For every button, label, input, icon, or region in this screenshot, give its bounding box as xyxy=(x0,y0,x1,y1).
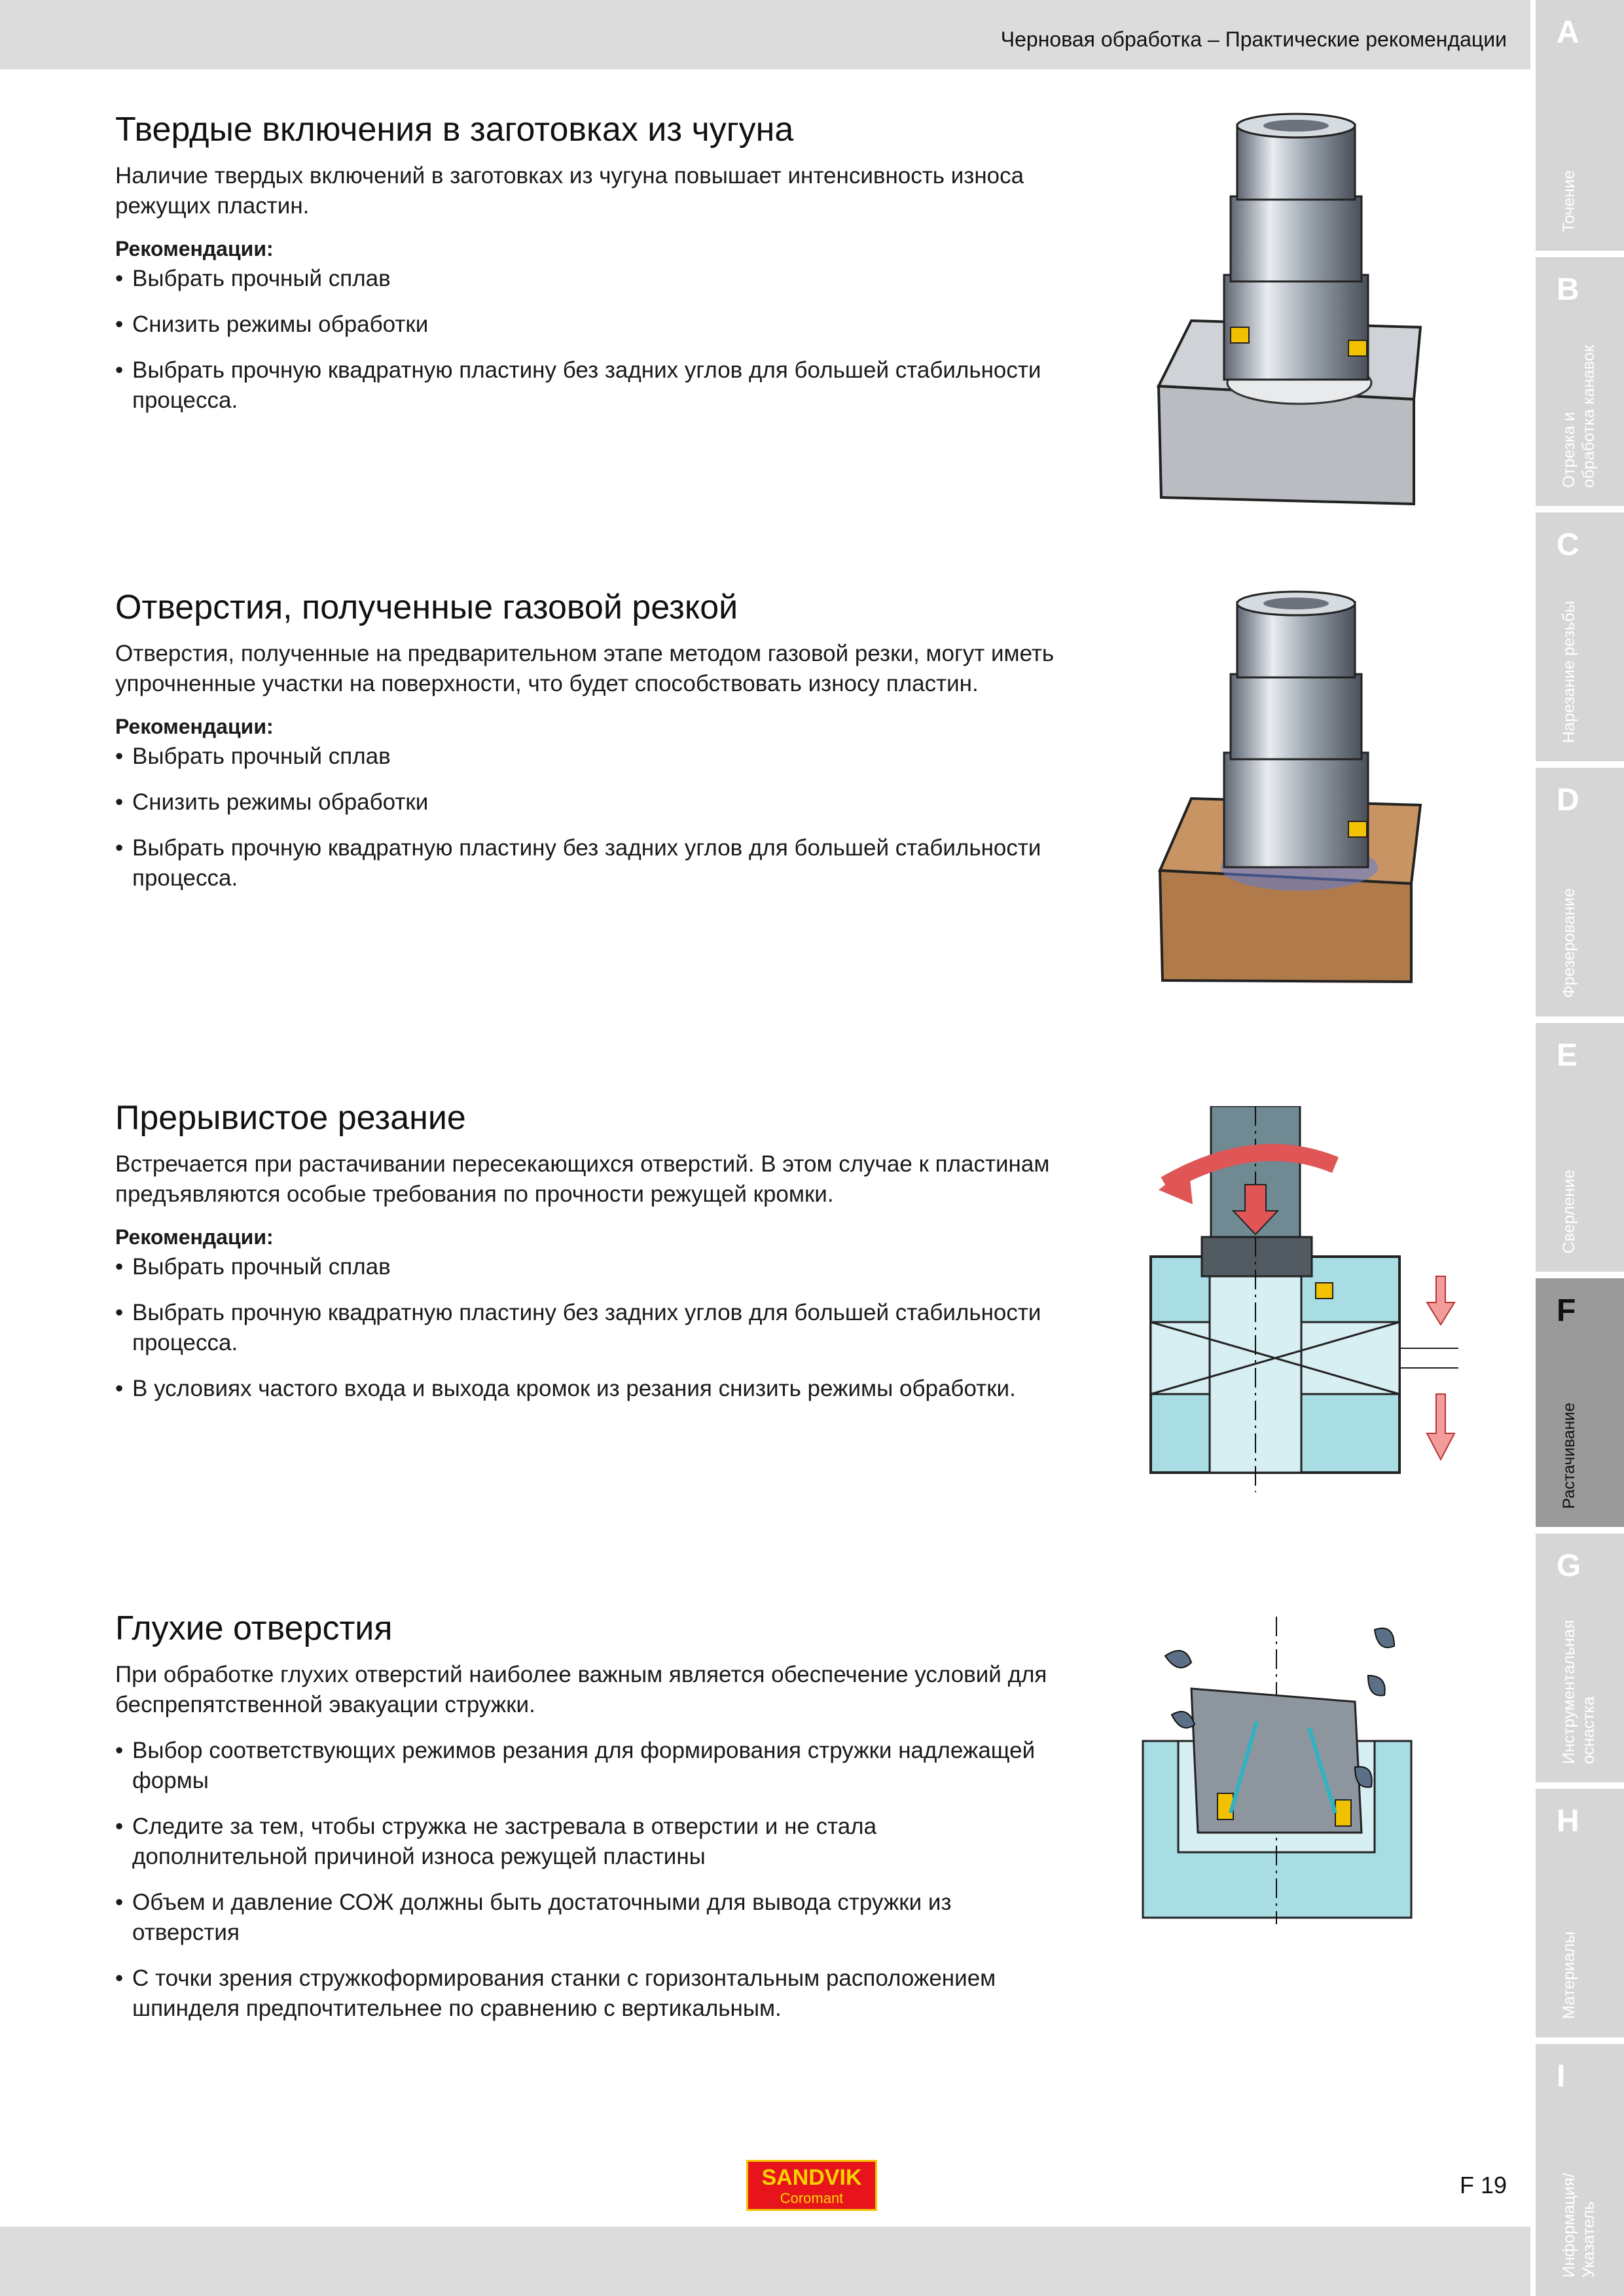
section-description: Встречается при растачивании пересекающихся отверстий. В этом случае к пластинам предъявляются особые требования по прочности режущей кромки. xyxy=(115,1151,1050,1207)
logo-line-1: SANDVIK xyxy=(761,2165,862,2190)
tab-label: Точение xyxy=(1560,170,1578,232)
list-item: • С точки зрения стружкоформирования станки с горизонтальным расположением шпинделя предпочтительнее по сравнению с вертикальным. xyxy=(115,1964,1058,2024)
footer-bar xyxy=(0,2227,1530,2296)
tab-f-boring[interactable] xyxy=(1536,1278,1624,1527)
section-title: Твердые включения в заготовках из чугуна xyxy=(115,111,794,149)
tab-label: Материалы xyxy=(1560,1931,1578,2019)
list-item: • Выбор соответствующих режимов резания для формирования стружки надлежащей формы xyxy=(115,1736,1058,1796)
tab-letter: I xyxy=(1557,2059,1566,2094)
tab-label: Растачивание xyxy=(1560,1402,1578,1509)
section-title: Отверстия, полученные газовой резкой xyxy=(115,588,738,626)
tab-c-threading[interactable] xyxy=(1536,512,1624,761)
tab-a-turning[interactable] xyxy=(1536,0,1624,251)
recommendations-label: Рекомендации: xyxy=(115,237,274,260)
page-header-title: Черновая обработка – Практические рекомендации xyxy=(1000,27,1507,51)
list-item: • Выбрать прочную квадратную пластину без задних углов для большей стабильности процесса. xyxy=(115,833,1058,893)
section-description: При обработке глухих отверстий наиболее важным является обеспечение условий для беспрепятственной эвакуации стружки. xyxy=(115,1662,1047,1717)
list-item: • Выбрать прочную квадратную пластину без задних углов для большей стабильности процесса. xyxy=(115,355,1058,416)
list-item: • Выбрать прочную квадратную пластину без задних углов для большей стабильности процесса. xyxy=(115,1298,1058,1358)
chapter-tabs xyxy=(1530,0,1624,2296)
tab-b-parting-grooving[interactable] xyxy=(1536,257,1624,506)
tab-label: Информация/ Указатель xyxy=(1560,2172,1598,2278)
list-item: • В условиях частого входа и выхода кромок из резания снизить режимы обработки. xyxy=(115,1374,1058,1404)
recommendations-label: Рекомендации: xyxy=(115,1225,274,1249)
tab-e-drilling[interactable] xyxy=(1536,1023,1624,1272)
sandvik-coromant-logo xyxy=(746,2160,877,2211)
tab-label: Фрезерование xyxy=(1560,888,1578,998)
section-flame-cut-holes xyxy=(115,588,1058,909)
list-item: • Выбрать прочный сплав xyxy=(115,742,1058,772)
tab-letter: G xyxy=(1557,1549,1581,1583)
section-blind-holes xyxy=(115,1609,1058,2039)
tab-label: Отрезка и обработка канавок xyxy=(1560,344,1598,488)
tab-i-index[interactable] xyxy=(1536,2044,1624,2296)
section-description: Наличие твердых включений в заготовках из чугуна повышает интенсивность износа режущих пластин. xyxy=(115,163,1024,219)
list-item: • Выбрать прочный сплав xyxy=(115,264,1058,294)
tab-label: Сверление xyxy=(1560,1169,1578,1253)
list-item: • Снизить режимы обработки xyxy=(115,310,1058,340)
recommendations-label: Рекомендации: xyxy=(115,715,274,738)
flame-cut-boring-illustration xyxy=(1152,589,1427,988)
section-interrupted-cut xyxy=(115,1098,1058,1420)
logo-line-2: Coromant xyxy=(780,2190,844,2206)
recommendation-list xyxy=(115,264,1058,416)
section-description: Отверстия, полученные на предварительном этапе методом газовой резки, могут иметь упрочненные участки на поверхности, что будет способствовать износу пластин. xyxy=(115,641,1055,696)
recommendation-list xyxy=(115,742,1058,893)
tab-letter: F xyxy=(1557,1293,1576,1328)
section-title: Прерывистое резание xyxy=(115,1099,466,1137)
header-bar xyxy=(0,0,1530,69)
tab-label: Нарезание резьбы xyxy=(1560,600,1578,743)
recommendation-list xyxy=(115,1252,1058,1404)
section-title: Глухие отверстия xyxy=(115,1609,393,1647)
list-item: • Выбрать прочный сплав xyxy=(115,1252,1058,1282)
blind-hole-illustration xyxy=(1139,1617,1427,1924)
tab-letter: B xyxy=(1557,272,1579,307)
tab-letter: C xyxy=(1557,528,1579,562)
list-item: • Снизить режимы обработки xyxy=(115,787,1058,817)
cast-iron-boring-illustration xyxy=(1152,111,1427,511)
section-hard-inclusions xyxy=(115,110,1058,431)
recommendation-list xyxy=(115,1736,1058,2024)
tab-d-milling[interactable] xyxy=(1536,768,1624,1016)
tab-label: Инструментальная оснастка xyxy=(1560,1619,1598,1764)
tab-letter: H xyxy=(1557,1804,1579,1839)
tab-letter: E xyxy=(1557,1038,1578,1073)
list-item: • Объем и давление СОЖ должны быть достаточными для вывода стружки из отверстия xyxy=(115,1888,1058,1948)
tab-letter: D xyxy=(1557,783,1579,817)
tab-letter: A xyxy=(1557,15,1579,50)
tab-g-tooling[interactable] xyxy=(1536,1534,1624,1782)
interrupted-cut-illustration xyxy=(1139,1106,1466,1499)
tab-h-materials[interactable] xyxy=(1536,1789,1624,2037)
page-number: F 19 xyxy=(1460,2172,1507,2198)
list-item: • Следите за тем, чтобы стружка не застревала в отверстии и не стала дополнительной причиной износа режущей пластины xyxy=(115,1812,1058,1872)
